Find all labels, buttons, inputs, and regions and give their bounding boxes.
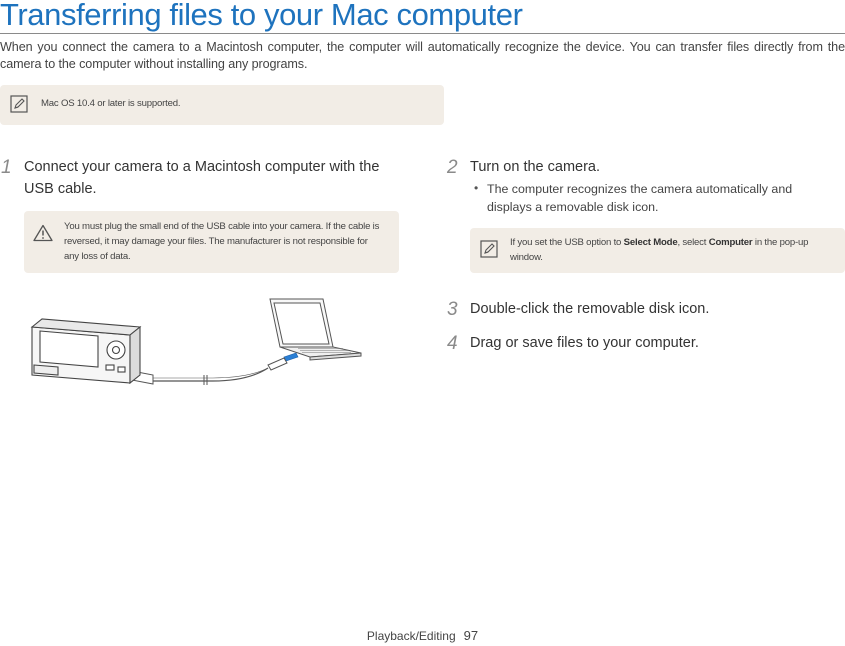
title-rule — [0, 33, 845, 34]
warning-note — [24, 211, 399, 273]
step-4-text: Drag or save files to your computer. — [470, 335, 699, 351]
step-2-note-text: If you set the USB option to Select Mode, select Computer in the pop-up window. — [510, 237, 809, 263]
step-1-number: 1 — [1, 157, 12, 178]
page-footer — [0, 628, 845, 643]
camera-usb-laptop-illustration — [18, 295, 363, 395]
footer-page-number: 97 — [463, 628, 479, 643]
step-2-number: 2 — [447, 157, 458, 178]
footer-section: Playback/Editing — [366, 629, 456, 643]
note-pencil-icon — [10, 95, 28, 118]
step-3-number: 3 — [447, 299, 458, 320]
step-1-text: Connect your camera to a Macintosh computer with the USB cable. — [24, 159, 380, 197]
computer-label: Computer — [708, 237, 753, 248]
step-2-bullet-marker: • — [474, 181, 479, 195]
step-2-bullet-text: The computer recognizes the camera automatically and displays a removable disk icon. — [487, 182, 793, 214]
warning-note-text: You must plug the small end of the USB cable into your camera. If the cable is reversed, it may damage your files. The manufacturer is not responsible for any loss of data. — [64, 221, 380, 262]
top-note-text: Mac OS 10.4 or later is supported. — [41, 98, 181, 109]
top-note — [0, 85, 444, 125]
warning-triangle-icon — [33, 224, 53, 247]
step-2-text: Turn on the camera. — [470, 159, 601, 175]
page-title: Transferring files to your Mac computer — [0, 0, 523, 32]
step-2-note — [470, 228, 845, 273]
note-pencil-icon — [480, 240, 498, 263]
step-4-number: 4 — [447, 333, 458, 354]
select-mode-label: Select Mode — [623, 237, 678, 248]
step-3-text: Double-click the removable disk icon. — [470, 301, 710, 317]
intro-paragraph: When you connect the camera to a Macintosh computer, the computer will automatically recognize the device. You can transfer files directly from the camera to the computer without installing any programs. — [0, 40, 845, 71]
